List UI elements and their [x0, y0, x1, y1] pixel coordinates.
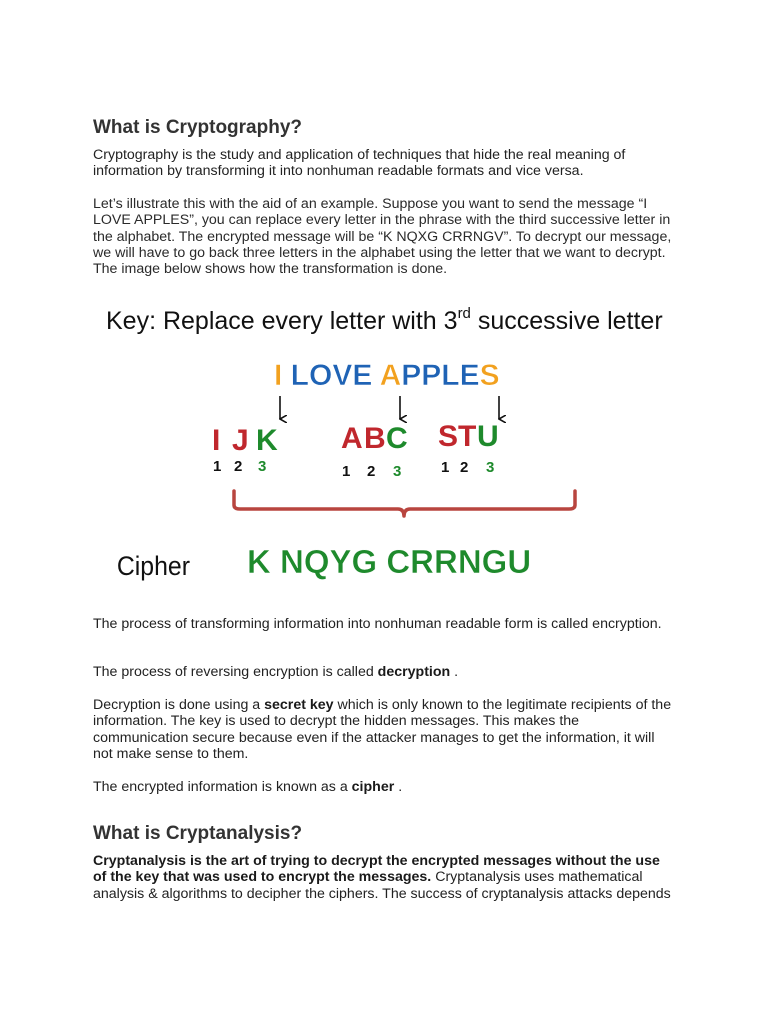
paragraph-decryption — [93, 664, 673, 680]
group1-letter-2: J — [232, 424, 249, 457]
paragraph-secret-key — [93, 697, 673, 762]
cipher-def-text-pre: The encrypted information is known as a — [93, 779, 352, 795]
group2-number-2: 2 — [367, 463, 376, 480]
decryption-text-post: . — [450, 664, 459, 680]
decryption-term: decryption — [377, 664, 451, 680]
decryption-text-pre: The process of reversing encryption is called — [93, 664, 378, 680]
paragraph-cryptography-intro: Cryptography is the study and application of techniques that hide the real meaning of information by transforming it into nonhuman readable formats and vice versa. — [93, 147, 626, 180]
group1-letter-3: K — [256, 424, 278, 457]
secret-key-term: secret key — [264, 697, 334, 713]
plain-part-s: S — [479, 359, 500, 392]
figure-plain-message — [274, 359, 500, 392]
group2-number-3: 3 — [393, 463, 402, 480]
group3-letter-3: U — [477, 420, 499, 453]
figure-key-text: Key: Replace every letter with 3rd successive letter — [106, 305, 663, 335]
cipher-def-text-post: . — [394, 779, 403, 795]
group2-letter-2: B — [364, 422, 386, 455]
group1-number-1: 1 — [213, 458, 222, 475]
group3-number-2: 2 — [460, 459, 469, 476]
group3-letter-1: S — [438, 420, 459, 453]
cryptanalysis-text-post: Cryptanalysis uses mathematical analysis & algorithms to decipher the ciphers. The success of cryptanalysis attacks depends — [93, 869, 671, 902]
heading-what-is-cryptanalysis: What is Cryptanalysis? — [93, 823, 303, 844]
paragraph-cryptography-example: Let’s illustrate this with the aid of an example. Suppose you want to send the message “I LOVE APPLES”, you can replace every letter in the phrase with the third successive letter in the alphabet. The encrypted message will be “K NQXG CRRNGV”. To decrypt our message, we will have to go back three letters in the alphabet using the letter that we want to decrypt. The image below shows how the transformation is done. — [93, 196, 672, 278]
figure-cipher-label: Cipher — [116, 552, 191, 582]
group1-letter-1: I — [212, 424, 221, 457]
plain-part-i: I — [274, 359, 291, 392]
group2-number-1: 1 — [342, 463, 351, 480]
group1-number-2: 2 — [234, 458, 243, 475]
group2-letter-1: A — [341, 422, 363, 455]
plain-part-a: A — [379, 359, 402, 392]
secret-key-text-post: which is only known to the legitimate recipients of the information. The key is used to decrypt the hidden messages. This makes the communication secure because even if the attacker manages to get the information, it will not make sense to them. — [93, 697, 672, 762]
cryptanalysis-definition: Cryptanalysis is the art of trying to decrypt the encrypted messages without the use of the key that was used to encrypt the messages. — [93, 853, 660, 886]
heading-what-is-cryptography: What is Cryptography? — [93, 117, 303, 138]
group3-letter-2: T — [458, 420, 477, 453]
secret-key-text-pre: Decryption is done using a — [93, 697, 265, 713]
group2-letter-3: C — [386, 422, 408, 455]
group3-number-3: 3 — [486, 459, 495, 476]
figure-cipher-text: K NQYG CRRNGU — [247, 543, 532, 580]
cipher-term: cipher — [351, 779, 395, 795]
curly-bracket — [234, 491, 575, 516]
plain-part-pple: PPLE — [401, 359, 480, 392]
group3-number-1: 1 — [441, 459, 450, 476]
paragraph-cipher-definition — [93, 779, 673, 795]
paragraph-cryptanalysis — [93, 853, 673, 902]
group1-number-3: 3 — [258, 458, 267, 475]
paragraph-encryption: The process of transforming information into nonhuman readable form is called encryption. — [93, 616, 662, 632]
plain-part-love: LOVE — [290, 359, 380, 392]
